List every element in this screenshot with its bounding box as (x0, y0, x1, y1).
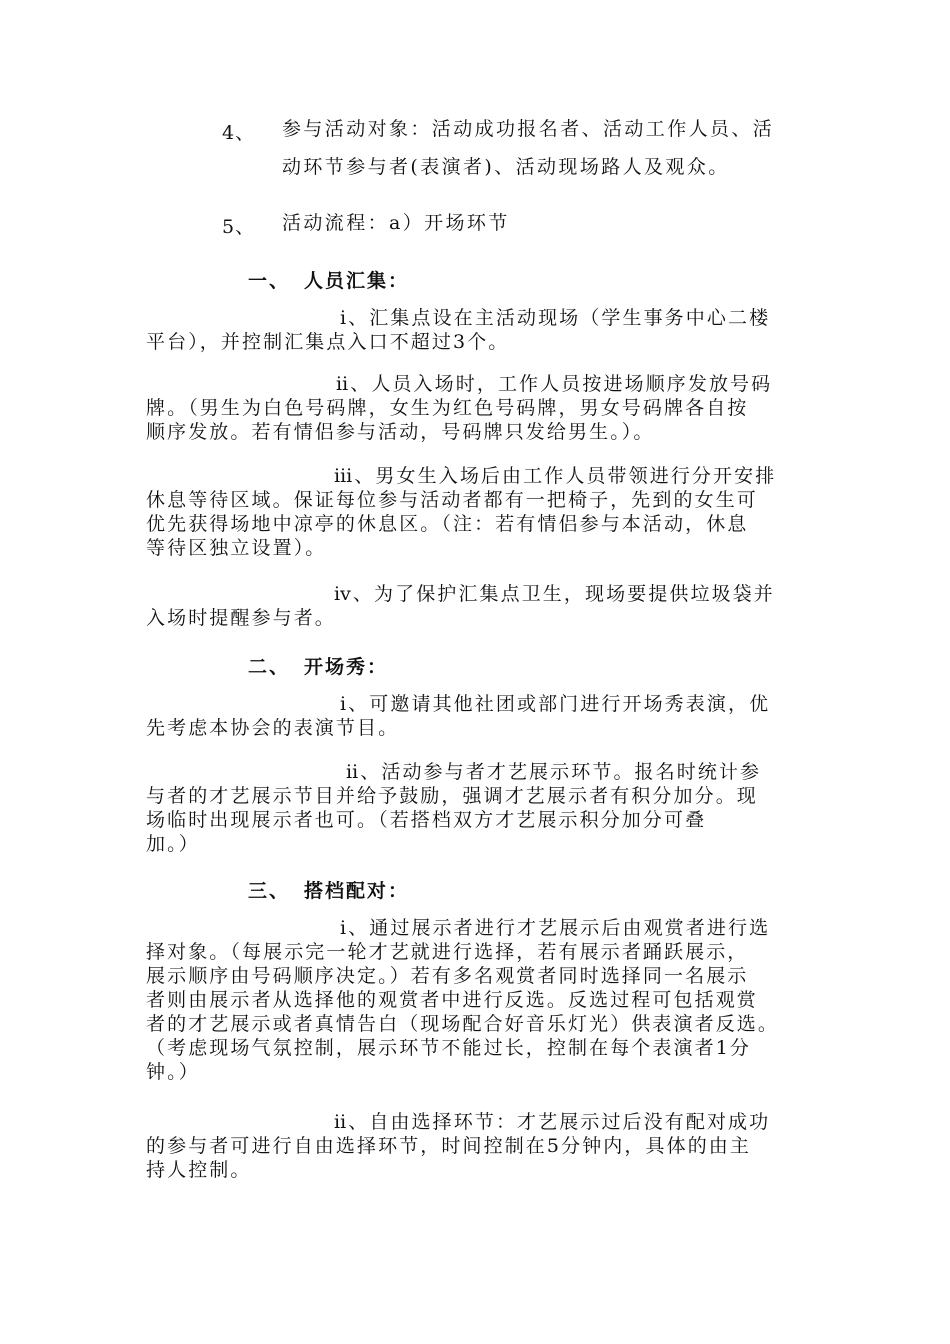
item-text-line: 参与活动对象：活动成功报名者、活动工作人员、活 (282, 118, 775, 140)
paragraph-line: 择对象。（每展示完一轮才艺就进行选择，若有展示者踊跃展示， (146, 941, 749, 963)
paragraph (146, 760, 806, 856)
paragraph-line: 顺序发放。若有情侣参与活动，号码牌只发给男生。）。 (146, 421, 655, 443)
paragraph (146, 916, 806, 1084)
paragraph-line: 先考虑本协会的表演节目。 (146, 717, 400, 739)
section-heading-number: 二、 (248, 656, 291, 678)
section-heading: 开场秀： (304, 656, 389, 678)
paragraph-line: ⅰ、汇集点设在主活动现场（学生事务中心二楼 (340, 307, 771, 329)
paragraph (146, 692, 806, 740)
paragraph-line: ⅱ、活动参与者才艺展示环节。报名时统计参 (346, 761, 762, 783)
paragraph-line: （考虑现场气氛控制，展示环节不能过长，控制在每个表演者1分 (146, 1037, 751, 1059)
item-number: 5、 (222, 216, 256, 238)
paragraph-line: 展示顺序由号码顺序决定。）若有多名观赏者同时选择同一名展示 (146, 965, 749, 987)
paragraph-line: 与者的才艺展示节目并给予鼓励，强调才艺展示者有积分加分。现 (146, 785, 758, 807)
paragraph (146, 582, 806, 630)
paragraph-line: 等待区独立设置）。 (146, 537, 327, 559)
section-heading: 搭档配对： (304, 880, 410, 902)
paragraph-line: ⅱ、自由选择环节：才艺展示过后没有配对成功 (334, 1111, 771, 1133)
paragraph-line: 钟。） (146, 1061, 200, 1083)
paragraph-line: ⅱ、人员入场时，工作人员按进场顺序发放号码 (336, 373, 773, 395)
paragraph-line: 牌。（男生为白色号码牌，女生为红色号码牌，男女号码牌各自按 (146, 397, 749, 419)
paragraph (146, 1110, 806, 1182)
paragraph-line: 加。） (146, 833, 200, 855)
section-heading-number: 一、 (248, 270, 291, 292)
paragraph-line: 入场时提醒参与者。 (146, 607, 336, 629)
paragraph-line: ⅳ、为了保护汇集点卫生，现场要提供垃圾袋并 (334, 583, 775, 605)
paragraph-line: 平台），并控制汇集点入口不超过3个。 (146, 331, 510, 353)
item-text-line: 动环节参与者(表演者)、活动现场路人及观众。 (282, 156, 730, 178)
section-heading: 人员汇集： (304, 270, 410, 292)
paragraph-line: ⅲ、男女生入场后由工作人员带领进行分开安排 (334, 465, 777, 487)
paragraph (146, 306, 806, 354)
paragraph-line: 休息等待区域。保证每位参与活动者都有一把椅子，先到的女生可 (146, 489, 758, 511)
item-text-line: 活动流程：a）开场环节 (282, 212, 510, 234)
paragraph-line: 场临时出现展示者也可。（若搭档双方才艺展示积分加分可叠 (146, 809, 707, 831)
paragraph-line: 优先获得场地中凉亭的休息区。（注：若有情侣参与本活动，休息 (146, 513, 749, 535)
item-number: 4、 (222, 122, 256, 144)
paragraph-line: ⅰ、可邀请其他社团或部门进行开场秀表演，优 (340, 693, 771, 715)
paragraph-line: 者的才艺展示或者真情告白（现场配合好音乐灯光）供表演者反选。 (146, 1013, 780, 1035)
paragraph-line: 的参与者可进行自由选择环节，时间控制在5分钟内，具体的由主 (146, 1135, 751, 1157)
section-heading-number: 三、 (248, 880, 291, 902)
paragraph-line: ⅰ、通过展示者进行才艺展示后由观赏者进行选 (340, 917, 771, 939)
paragraph (146, 372, 806, 444)
paragraph (146, 464, 806, 560)
paragraph-line: 持人控制。 (146, 1159, 252, 1181)
paragraph-line: 者则由展示者从选择他的观赏者中进行反选。反选过程可包括观赏 (146, 989, 758, 1011)
